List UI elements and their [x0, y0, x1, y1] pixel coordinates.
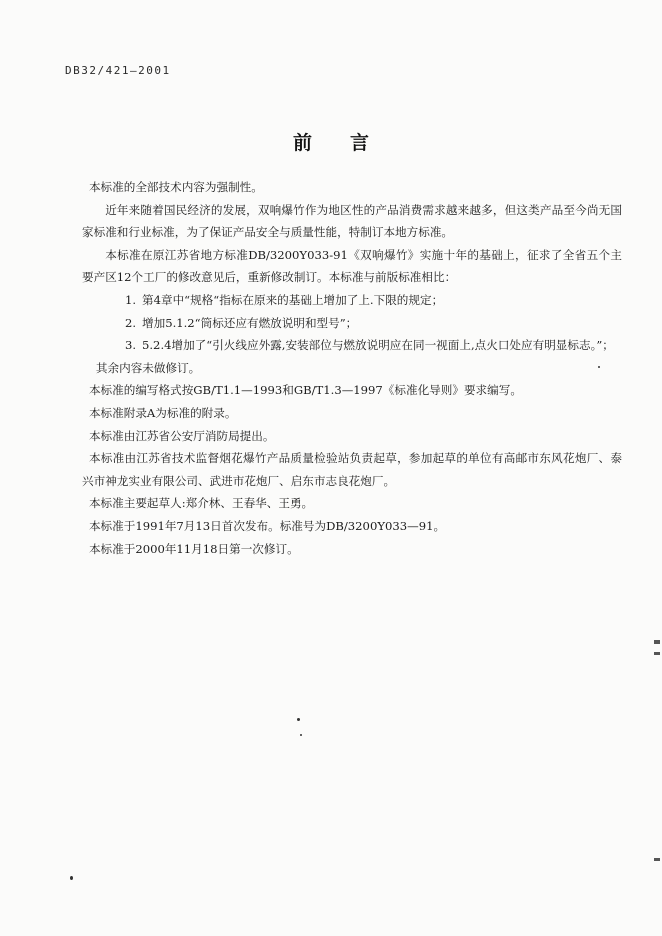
- scan-speck: [598, 366, 600, 368]
- scan-edge-mark: [654, 858, 660, 861]
- scan-speck: [297, 718, 300, 721]
- list-item-change-2: [82, 312, 622, 335]
- foreword-body: [82, 176, 622, 560]
- scan-speck: [70, 876, 73, 880]
- scan-speck: [300, 734, 302, 736]
- list-item-change-1: [82, 289, 622, 312]
- paragraph-appendix: 本标准附录A为标准的附录。: [88, 405, 237, 420]
- list-item-text: 第4章中“规格“指标在原来的基础上增加了上.下限的规定；: [142, 292, 444, 307]
- page-title: 前言: [292, 132, 407, 154]
- document-code: DB32/421—2001: [65, 64, 171, 77]
- list-item-number: 2.: [124, 315, 136, 330]
- list-item-text: 增加5.1.2“筒标还应有燃放说明和型号”；: [142, 315, 358, 330]
- paragraph-unchanged: 其余内容未做修订。: [95, 360, 201, 375]
- paragraph-first-release: 本标准于1991年7月13日首次发布。标准号为DB/3200Y033—91。: [88, 518, 446, 533]
- paragraph-mandatory: 本标准的全部技术内容为强制性。: [88, 180, 263, 194]
- scan-edge-mark: [654, 640, 660, 644]
- list-item-number: 1.: [124, 292, 136, 307]
- list-item-text: 5.2.4增加了“引火线应外露,安装部位与燃放说明应在同一视面上,点火口处应有明显标志。”；: [142, 338, 614, 353]
- paragraph-drafters-units: 本标准由江苏省技术监督烟花爆竹产品质量检验站负责起草，参加起草的单位有高邮市东风花炮厂、泰兴市神龙实业有限公司、武进市花炮厂、启东市志良花炮厂。: [82, 451, 622, 488]
- paragraph-background: 近年来随着国民经济的发展，双响爆竹作为地区性的产品消费需求越来越多，但这类产品至今尚无国家标准和行业标准，为了保证产品安全与质量性能，特制订本地方标准。: [82, 202, 622, 240]
- list-item-change-3: [82, 334, 622, 357]
- paragraph-revision-basis: 本标准在原江苏省地方标准DB/3200Y033-91《双响爆竹》实施十年的基础上，征求了全省五个主要产区12个工厂的修改意见后，重新修改制订。本标准与前版标准相比：: [82, 247, 622, 285]
- scan-edge-mark: [654, 652, 660, 655]
- list-item-number: 3.: [124, 338, 136, 353]
- paragraph-proposer: 本标准由江苏省公安厅消防局提出。: [88, 428, 275, 443]
- paragraph-first-revision: 本标准于2000年11月18日第一次修订。: [88, 541, 299, 556]
- paragraph-drafters: 本标准主要起草人:郑介林、王春华、王勇。: [88, 496, 314, 511]
- paragraph-format: 本标准的编写格式按GB/T1.1—1993和GB/T1.3—1997《标准化导则》要求编写。: [88, 383, 522, 398]
